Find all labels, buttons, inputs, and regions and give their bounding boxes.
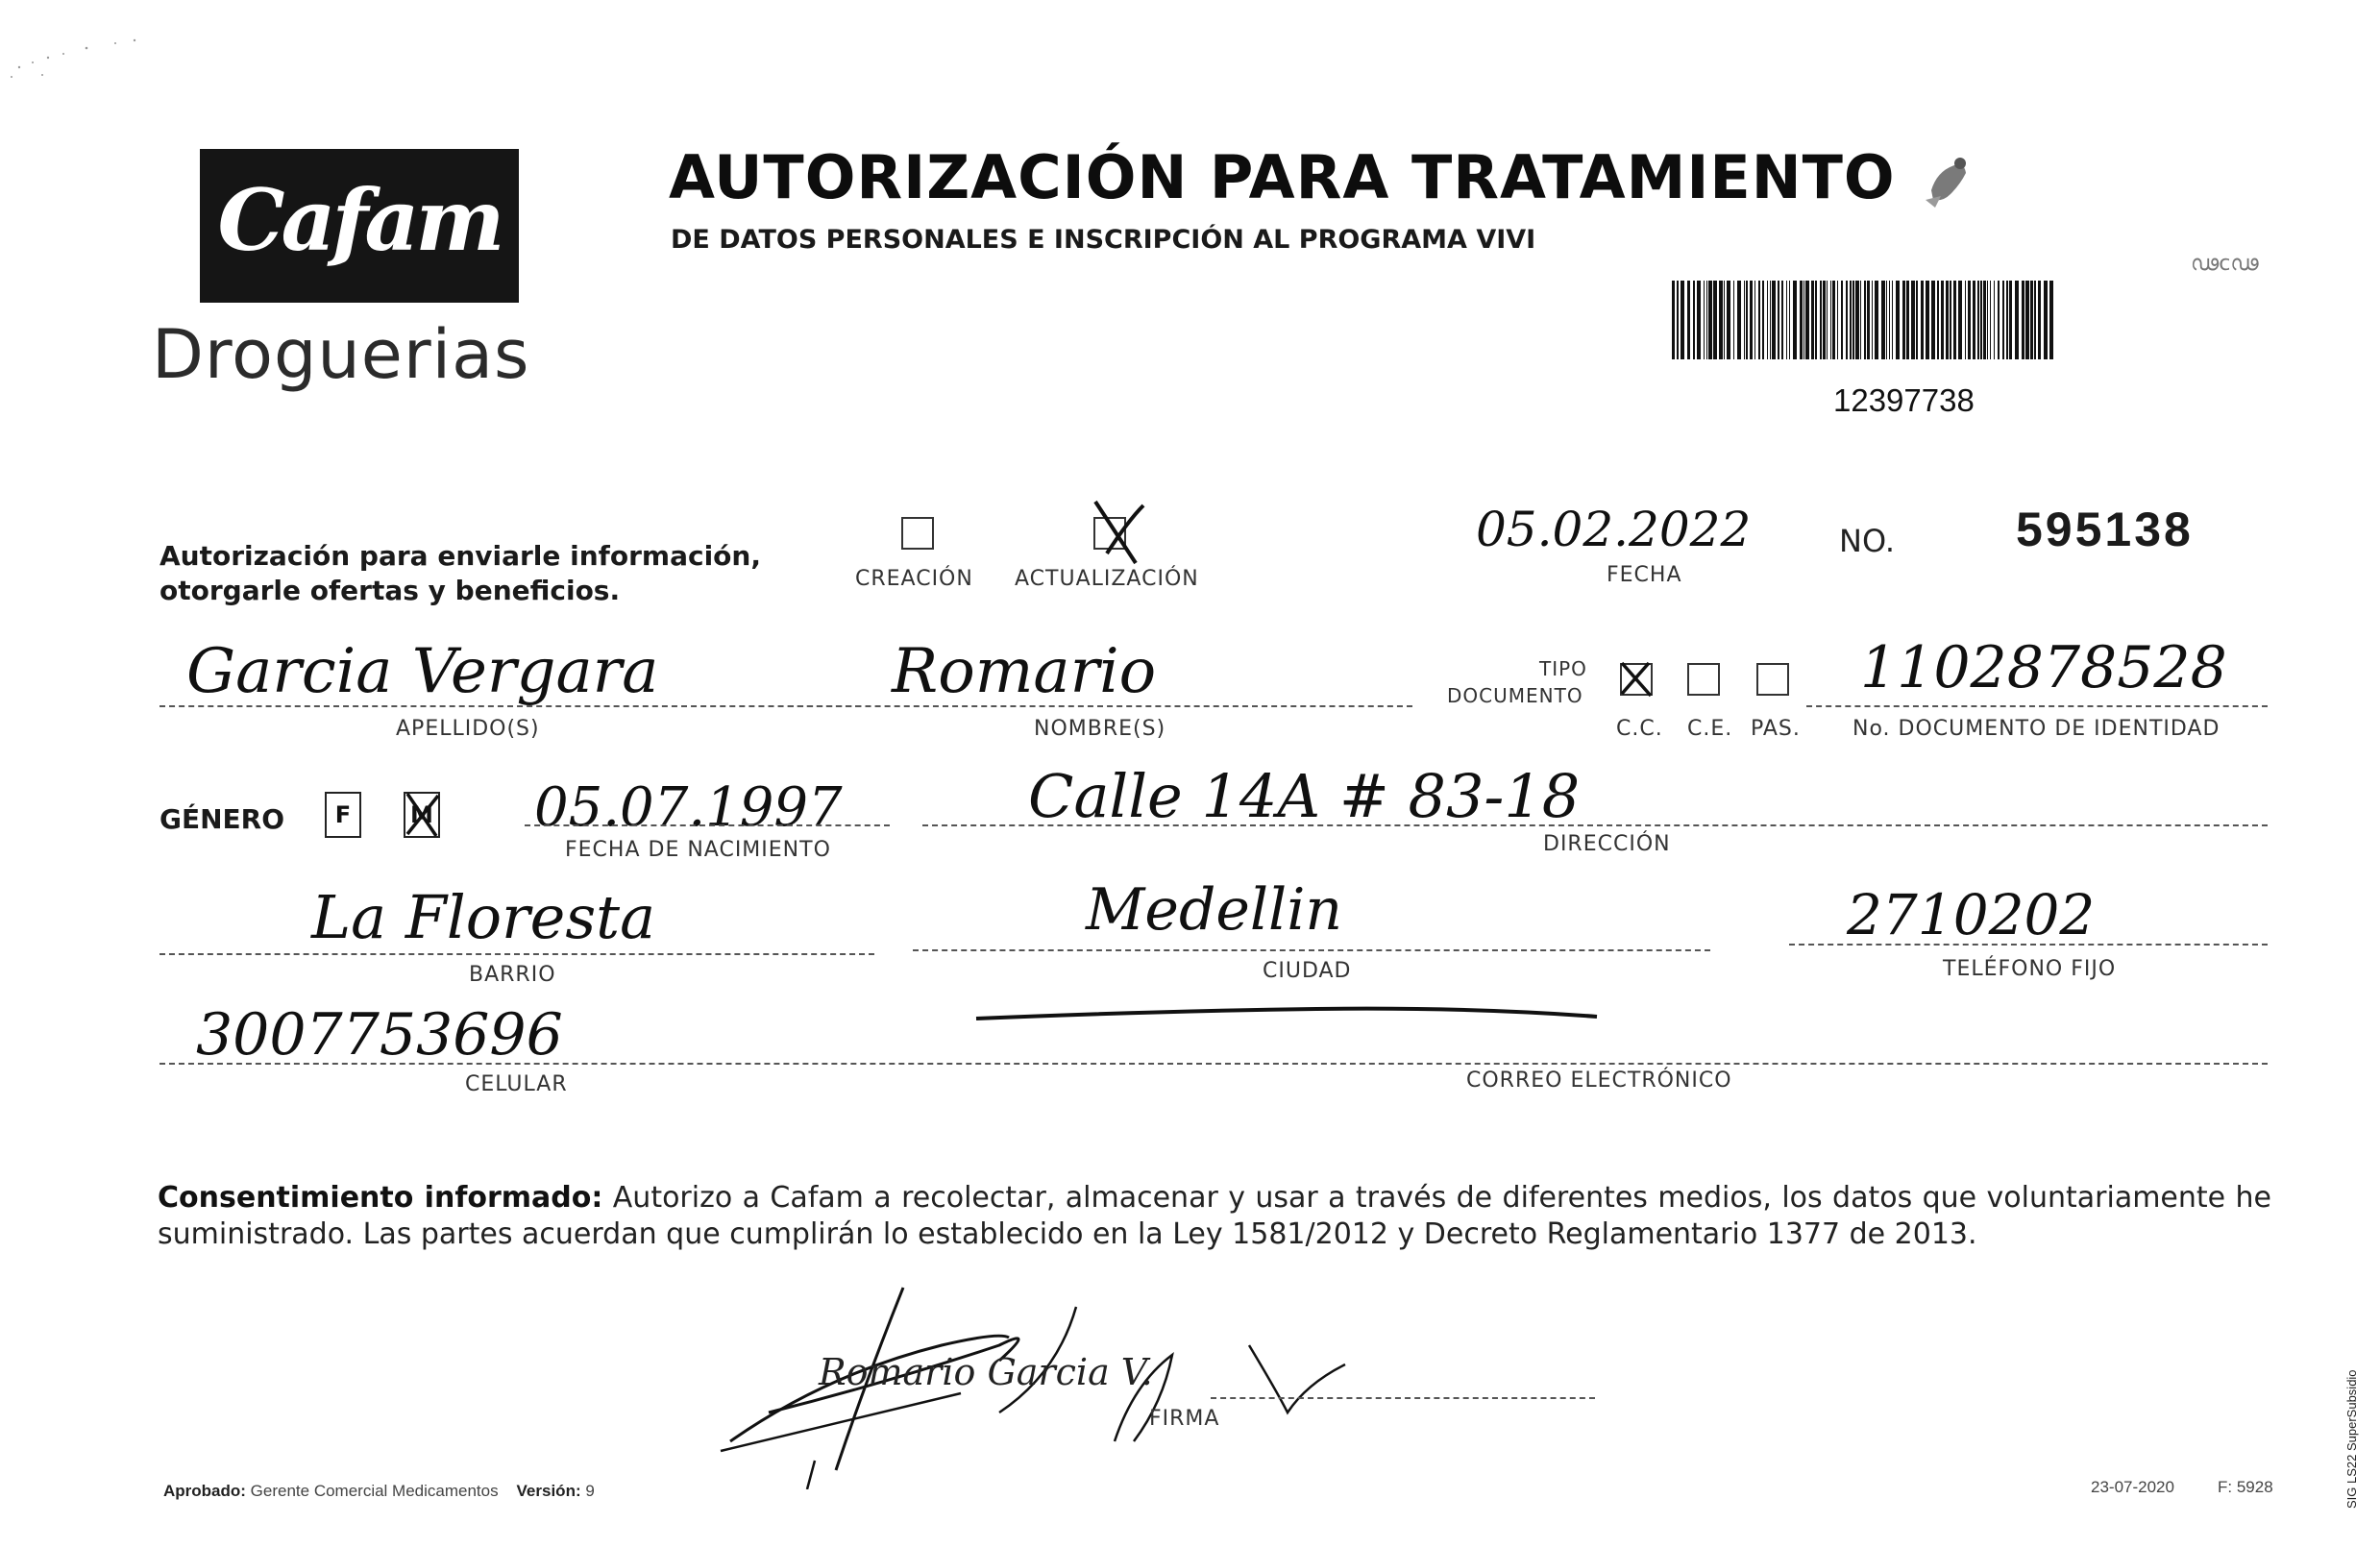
barcode [1672,281,2056,359]
document-subtitle: DE DATOS PERSONALES E INSCRIPCIÓN AL PROGRAMA VIVI [671,225,1536,255]
nacimiento-value: 05.07.1997 [534,776,843,839]
form-number: 595138 [2016,503,2194,556]
signature-line [1211,1397,1595,1399]
apellidos-line [159,705,861,707]
correo-label: CORREO ELECTRÓNICO [1466,1069,1732,1093]
corner-mark: ഢcഢ [2191,252,2259,276]
footer-code: F: 5928 [2218,1478,2273,1496]
genero-f-box[interactable]: F [325,792,361,838]
barrio-label: BARRIO [469,963,556,987]
aprobado-value: Gerente Comercial Medicamentos [250,1482,499,1500]
genero-m-check-mark [398,786,446,842]
nacimiento-line [525,824,890,826]
barrio-value: La Floresta [311,882,656,952]
version-label: Versión: [516,1482,581,1500]
doc-number-label: No. DOCUMENTO DE IDENTIDAD [1852,717,2221,741]
doc-type-pas-checkbox[interactable] [1756,663,1789,696]
footer-date: 23-07-2020 [2091,1478,2174,1496]
direccion-label: DIRECCIÓN [1543,832,1671,856]
fecha-value: 05.02.2022 [1476,502,1752,557]
firma-label: FIRMA [1149,1407,1220,1431]
doc-type-cc-check-mark [1614,657,1656,700]
cafam-logo [200,149,519,303]
barrio-line [159,953,874,955]
ciudad-line [913,949,1710,951]
telefono-line [1789,944,2268,946]
telefono-value: 2710202 [1847,882,2096,947]
side-vertical-text [2344,1288,2373,1509]
telefono-label: TELÉFONO FIJO [1943,957,2117,981]
doc-type-cc-label: C.C. [1616,717,1663,741]
aprobado-label: Aprobado: [163,1482,246,1500]
document-title: AUTORIZACIÓN PARA TRATAMIENTO [669,142,1896,212]
direccion-line [922,824,2268,826]
version-value: 9 [585,1482,595,1500]
creacion-label: CREACIÓN [855,567,973,591]
stamp-smudge [1922,152,1975,211]
ciudad-value: Medellin [1086,876,1343,944]
doc-type-ce-checkbox[interactable] [1687,663,1720,696]
intro-line-2: otorgarle ofertas y beneficios. [159,575,621,606]
actualizacion-label: ACTUALIZACIÓN [1015,567,1199,591]
fecha-label: FECHA [1607,563,1682,587]
side-text: SIG LS22 SuperSubsidio [2344,1369,2359,1509]
genero-m-box[interactable]: M [404,792,440,838]
doc-number-value: 1102878528 [1860,634,2227,701]
doc-number-line [1806,705,2268,707]
ciudad-label: CIUDAD [1263,959,1352,983]
intro-line-1: Autorización para enviarle información, [159,540,761,572]
contact-line [159,1063,2268,1065]
brand-subtitle: Droguerias [152,315,530,394]
nombres-value: Romario [892,636,1157,707]
doc-type-pas-label: PAS. [1751,717,1801,741]
consent-text: Autorizo a Cafam a recolectar, almacenar y usar a través de diferentes medios, los datos que voluntariamente he suministrado. Las partes acuerdan que cumplirán lo establecido en la Ley 1581/2012 y Decreto Reglamentario 1377 de 2013. [158,1181,2271,1251]
genero-label: GÉNERO [159,803,285,835]
apellidos-label: APELLIDO(S) [396,717,540,741]
tipo-doc-label-1: TIPO [1539,657,1587,680]
nombres-line [788,705,1412,707]
signature-text: Romario Garcia V. [819,1351,1153,1393]
actualizacion-check-mark [1080,496,1157,567]
tipo-doc-label-2: DOCUMENTO [1447,684,1583,707]
creacion-checkbox[interactable] [901,517,934,550]
apellidos-value: Garcia Vergara [186,636,659,707]
footer-approval [163,1482,595,1501]
barcode-number: 12397738 [1833,382,1975,418]
consent-heading: Consentimiento informado: [158,1181,603,1215]
nombres-label: NOMBRE(S) [1034,717,1166,741]
consent-paragraph [158,1180,2271,1253]
logo-text: Cafam [217,170,502,270]
celular-value: 3007753696 [196,1001,563,1069]
correo-strike-line [970,999,1605,1028]
no-label: NO. [1839,523,1895,559]
nacimiento-label: FECHA DE NACIMIENTO [565,838,831,862]
scan-noise [0,19,163,86]
direccion-value: Calle 14A # 83-18 [1028,761,1581,831]
celular-label: CELULAR [465,1072,568,1096]
doc-type-ce-label: C.E. [1687,717,1733,741]
